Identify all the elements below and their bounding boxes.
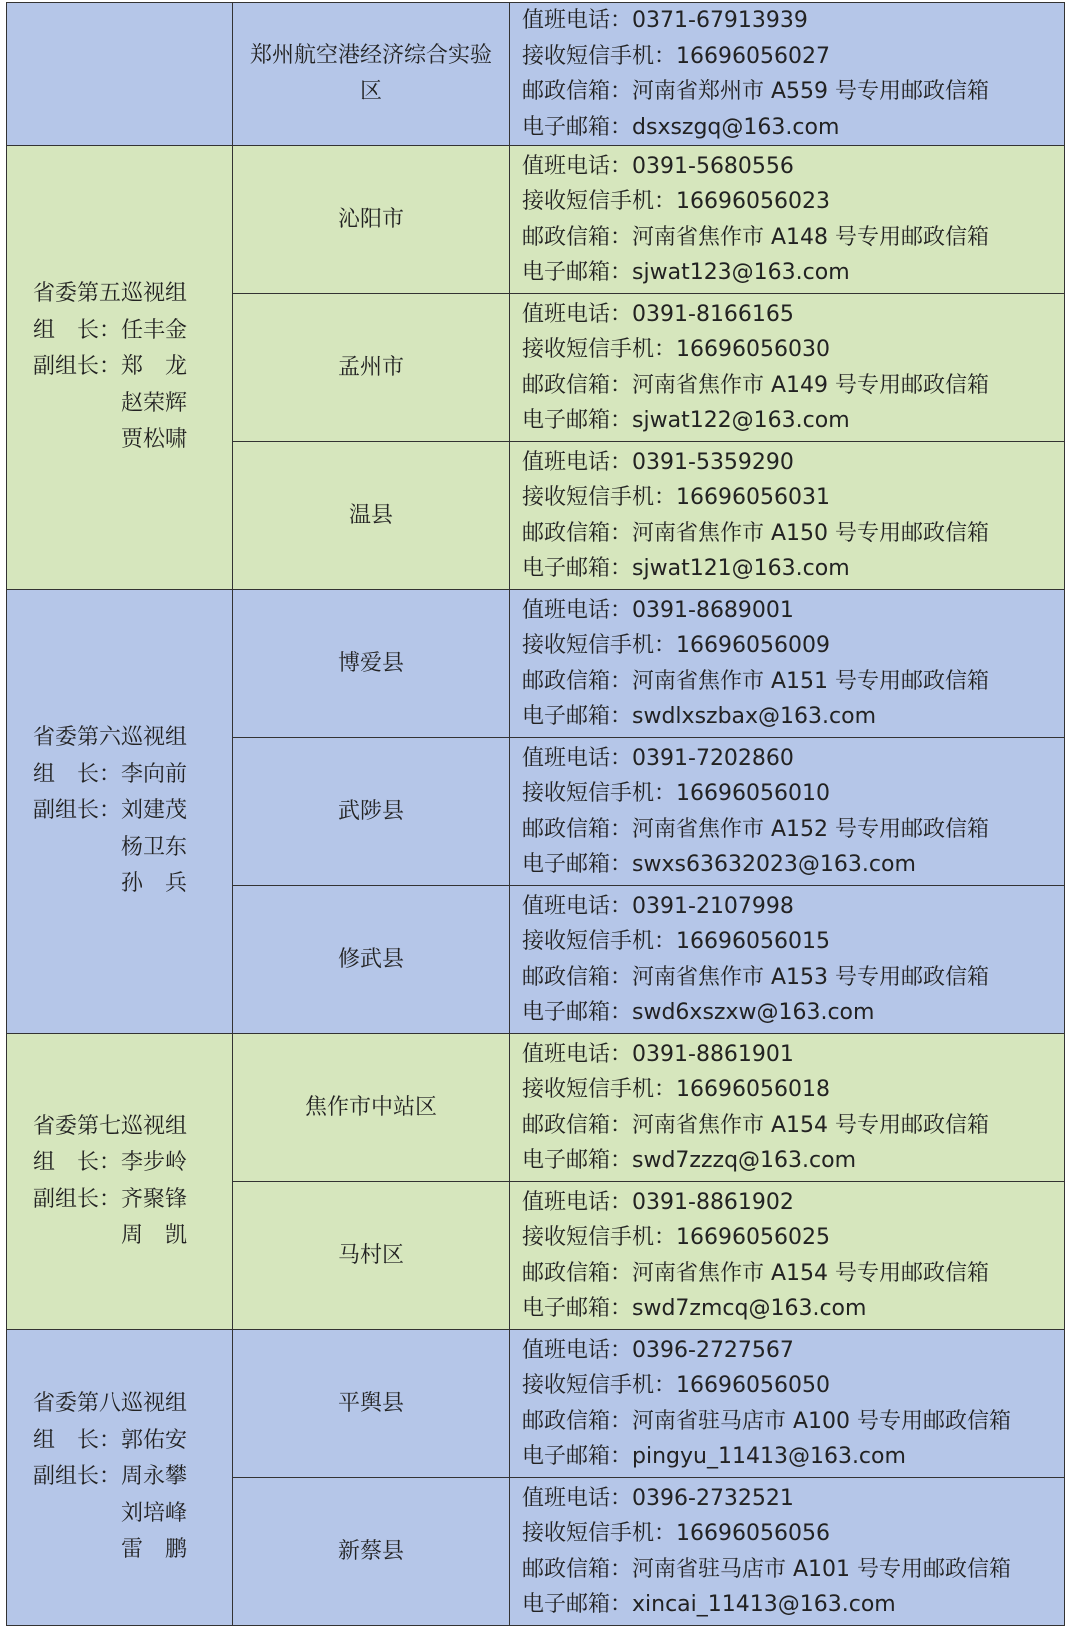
email-line: 电子邮箱：swxs63632023@163.com xyxy=(522,852,916,877)
sms-line: 接收短信手机：16696056018 xyxy=(522,1077,830,1102)
email-line: 电子邮箱：pingyu_11413@163.com xyxy=(522,1444,906,1469)
mailbox-line: 邮政信箱：河南省焦作市 A148 号专用邮政信箱 xyxy=(522,224,990,250)
contact-cell xyxy=(510,294,1065,442)
phone-line: 值班电话：0391-8166165 xyxy=(522,301,794,327)
phone-line: 值班电话：0391-5359290 xyxy=(522,449,794,475)
sms-line: 接收短信手机：16696056030 xyxy=(522,337,830,362)
mailbox-line: 邮政信箱：河南省焦作市 A153 号专用邮政信箱 xyxy=(522,964,990,990)
district-cell: 马村区 xyxy=(233,1182,510,1330)
sms-line: 接收短信手机：16696056025 xyxy=(522,1225,830,1250)
contact-cell xyxy=(510,1478,1065,1626)
mailbox-line: 邮政信箱：河南省驻马店市 A100 号专用邮政信箱 xyxy=(522,1408,1012,1434)
sms-line: 接收短信手机：16696056015 xyxy=(522,929,830,954)
district-cell: 平舆县 xyxy=(233,1330,510,1478)
mailbox-line: 邮政信箱：河南省焦作市 A152 号专用邮政信箱 xyxy=(522,816,990,842)
mailbox-line: 邮政信箱：河南省驻马店市 A101 号专用邮政信箱 xyxy=(522,1556,1012,1582)
district-cell: 郑州航空港经济综合实验区 xyxy=(233,3,510,146)
group-cell: 省委第八巡视组 组 长：郭佑安 副组长：周永攀 刘培峰 雷 鹏 xyxy=(7,1330,233,1626)
inspection-contact-table xyxy=(6,2,1065,1626)
email-line: 电子邮箱：swd7zzzq@163.com xyxy=(522,1148,857,1173)
district-cell: 修武县 xyxy=(233,886,510,1034)
table-row xyxy=(7,590,1065,738)
sms-line: 接收短信手机：16696056027 xyxy=(522,43,830,69)
phone-line: 值班电话：0391-8689001 xyxy=(522,597,794,623)
email-line: 电子邮箱：dsxszgq@163.com xyxy=(522,114,840,140)
district-cell: 武陟县 xyxy=(233,738,510,886)
contact-cell xyxy=(510,738,1065,886)
email-line: 电子邮箱：swdlxszbax@163.com xyxy=(522,704,877,729)
phone-line: 值班电话：0391-2107998 xyxy=(522,893,794,919)
email-line: 电子邮箱：swd6xszxw@163.com xyxy=(522,1000,875,1025)
phone-line: 值班电话：0396-2732521 xyxy=(522,1485,794,1511)
mailbox-line: 邮政信箱：河南省焦作市 A149 号专用邮政信箱 xyxy=(522,372,990,398)
group-cell: 省委第六巡视组 组 长：李向前 副组长：刘建茂 杨卫东 孙 兵 xyxy=(7,590,233,1034)
table-row xyxy=(7,1034,1065,1182)
phone-line: 值班电话：0391-8861901 xyxy=(522,1041,794,1067)
phone-line: 值班电话：0396-2727567 xyxy=(522,1337,794,1363)
sms-line: 接收短信手机：16696056050 xyxy=(522,1373,830,1398)
group-cell xyxy=(7,3,233,146)
district-cell: 沁阳市 xyxy=(233,146,510,294)
group-cell: 省委第七巡视组 组 长：李步岭 副组长：齐聚锋 周 凯 xyxy=(7,1034,233,1330)
phone-line: 值班电话：0391-7202860 xyxy=(522,745,794,771)
table-row xyxy=(7,1330,1065,1478)
phone-line: 值班电话：0371-67913939 xyxy=(522,8,808,33)
contact-cell xyxy=(510,3,1065,146)
mailbox-line: 邮政信箱：河南省焦作市 A154 号专用邮政信箱 xyxy=(522,1112,990,1138)
contact-cell xyxy=(510,442,1065,590)
contact-cell xyxy=(510,1182,1065,1330)
district-cell: 焦作市中站区 xyxy=(233,1034,510,1182)
phone-line: 值班电话：0391-5680556 xyxy=(522,153,794,179)
contact-cell xyxy=(510,1330,1065,1478)
sms-line: 接收短信手机：16696056010 xyxy=(522,781,830,806)
district-cell: 新蔡县 xyxy=(233,1478,510,1626)
email-line: 电子邮箱：xincai_11413@163.com xyxy=(522,1592,896,1617)
district-cell: 博爱县 xyxy=(233,590,510,738)
mailbox-line: 邮政信箱：河南省郑州市 A559 号专用邮政信箱 xyxy=(522,79,990,104)
sms-line: 接收短信手机：16696056009 xyxy=(522,633,830,658)
table-row xyxy=(7,146,1065,294)
district-cell: 孟州市 xyxy=(233,294,510,442)
sms-line: 接收短信手机：16696056023 xyxy=(522,189,830,214)
sms-line: 接收短信手机：16696056056 xyxy=(522,1521,830,1546)
mailbox-line: 邮政信箱：河南省焦作市 A151 号专用邮政信箱 xyxy=(522,668,990,694)
contact-cell xyxy=(510,590,1065,738)
mailbox-line: 邮政信箱：河南省焦作市 A154 号专用邮政信箱 xyxy=(522,1260,990,1286)
contact-cell xyxy=(510,1034,1065,1182)
contact-cell xyxy=(510,886,1065,1034)
email-line: 电子邮箱：sjwat121@163.com xyxy=(522,556,850,581)
contact-cell xyxy=(510,146,1065,294)
district-cell: 温县 xyxy=(233,442,510,590)
table-row xyxy=(7,3,1065,146)
mailbox-line: 邮政信箱：河南省焦作市 A150 号专用邮政信箱 xyxy=(522,520,990,546)
group-cell: 省委第五巡视组 组 长：任丰金 副组长：郑 龙 赵荣辉 贾松啸 xyxy=(7,146,233,590)
email-line: 电子邮箱：swd7zmcq@163.com xyxy=(522,1296,867,1321)
email-line: 电子邮箱：sjwat123@163.com xyxy=(522,260,850,285)
email-line: 电子邮箱：sjwat122@163.com xyxy=(522,408,850,433)
phone-line: 值班电话：0391-8861902 xyxy=(522,1189,794,1215)
sms-line: 接收短信手机：16696056031 xyxy=(522,485,830,510)
